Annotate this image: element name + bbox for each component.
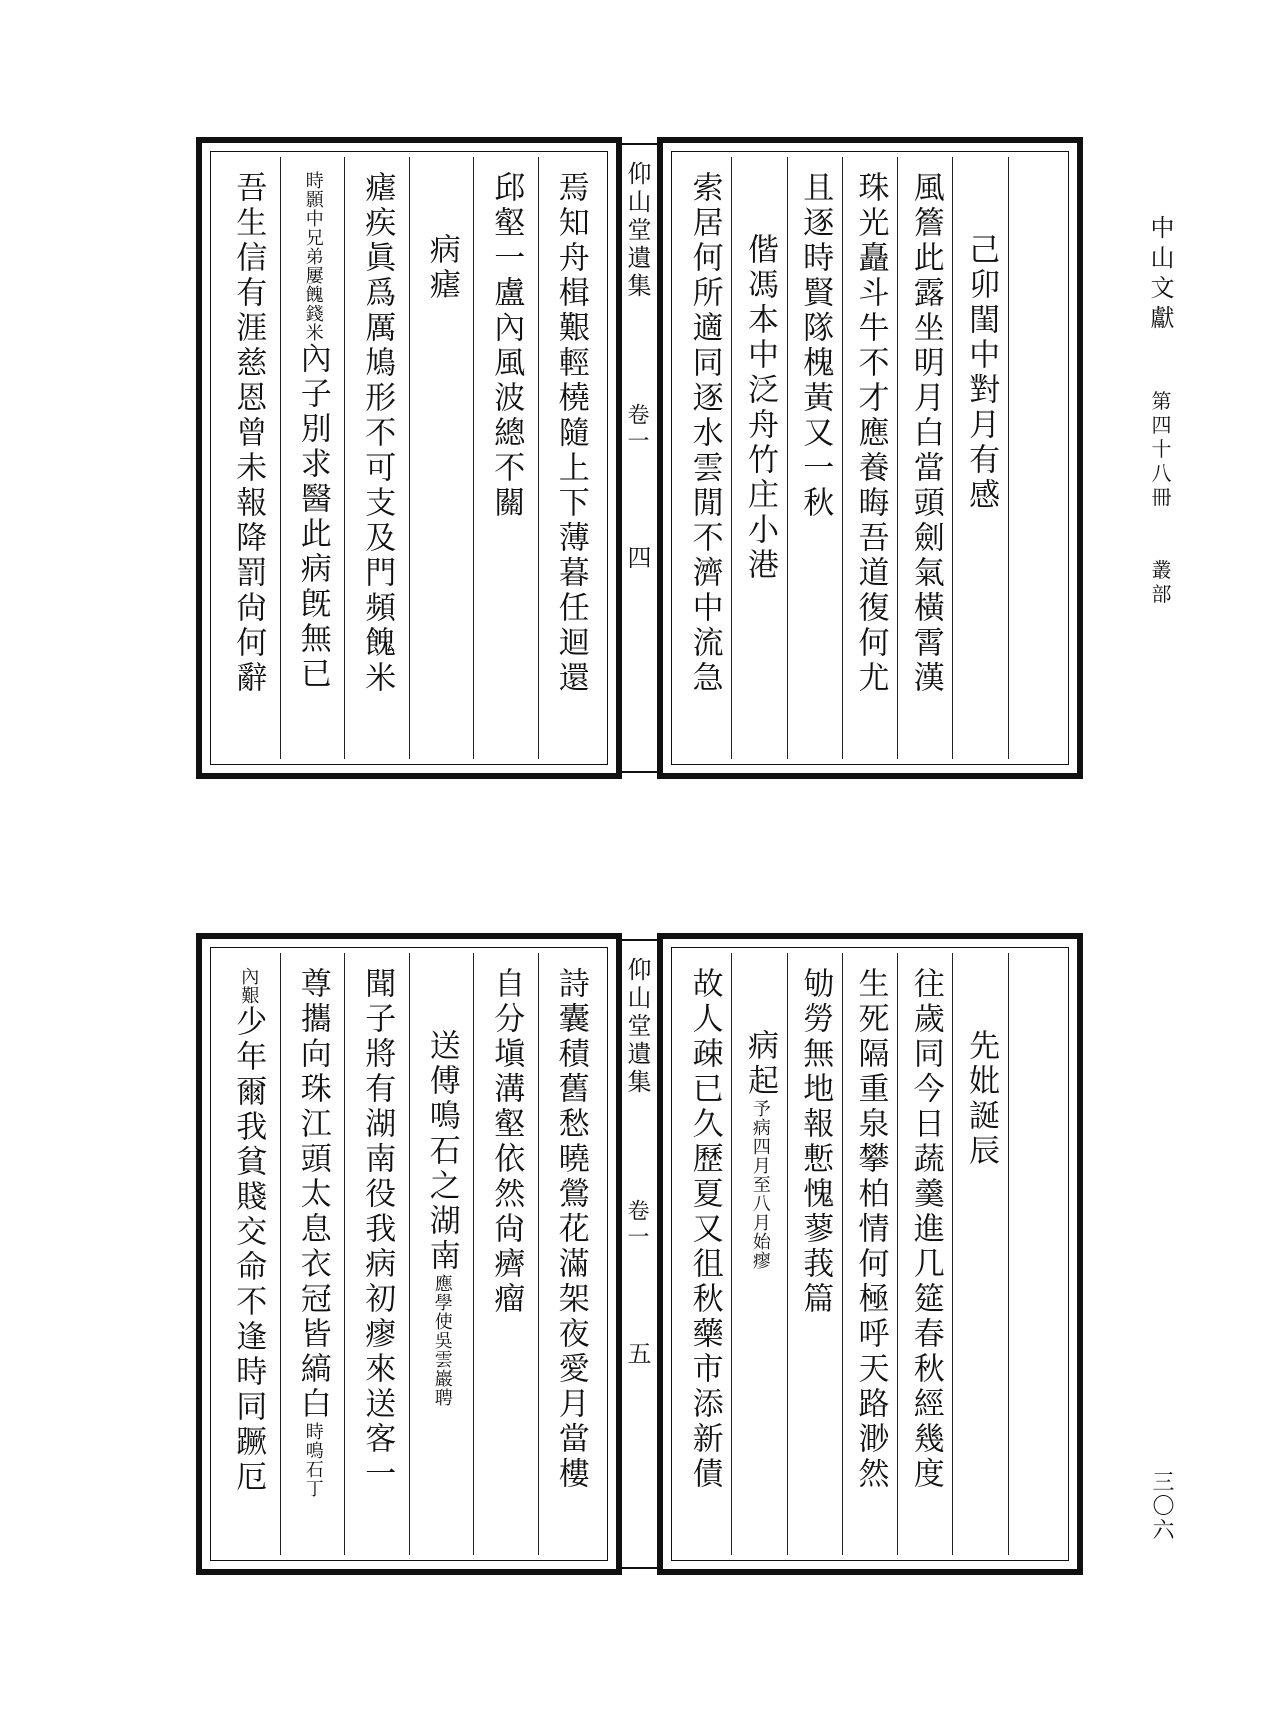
series-name: 中山文獻 bbox=[1146, 215, 1174, 335]
center-fold-strip bbox=[622, 939, 657, 1569]
text-column: 詩囊積舊愁曉鶯花滿架夜愛月當樓 bbox=[538, 953, 603, 1555]
text-columns bbox=[216, 157, 602, 759]
text-column: 往歲同今日蔬羹進几筵春秋經幾度 bbox=[897, 953, 952, 1555]
text-column: 生死隔重泉攀柏情何極呼天路渺然 bbox=[842, 953, 897, 1555]
text-column bbox=[1008, 953, 1063, 1555]
text-column: 焉知舟楫艱輕橈隨上下薄暮任迴還 bbox=[538, 157, 603, 759]
interlinear-note: 內艱 bbox=[238, 967, 260, 1005]
text-column: 自分塡溝壑依然尙癠瘤 bbox=[473, 953, 538, 1555]
book-title-label: 仰山堂遺集 bbox=[623, 957, 651, 1097]
juan-label: 卷一 bbox=[624, 1199, 649, 1251]
text-column-with-note: 尊攜向珠江頭太息衣冠皆縞白 時鳴石丁 bbox=[280, 953, 345, 1555]
juan-label: 卷一 bbox=[624, 403, 649, 455]
left-half-page bbox=[196, 137, 622, 779]
right-half-page bbox=[657, 933, 1083, 1575]
collection-series-title bbox=[1148, 215, 1172, 608]
text-column bbox=[1008, 157, 1063, 759]
interlinear-note: 予病四月至八月始瘳 bbox=[749, 1099, 771, 1270]
text-column: 聞子將有湖南役我病初瘳來送客一 bbox=[344, 953, 409, 1555]
book-title-label: 仰山堂遺集 bbox=[623, 161, 651, 301]
interlinear-note: 應學使吳雲巖聘 bbox=[431, 1274, 453, 1407]
text-column-with-note: 時顥中兄弟屢餽錢米 內子別求醫此病旣無已 bbox=[280, 157, 345, 759]
volume-number: 第四十八冊 bbox=[1148, 390, 1172, 511]
page-spread-bottom bbox=[196, 933, 1083, 1575]
text-column: 瘧疾眞爲厲鳩形不可支及門頻餽米 bbox=[344, 157, 409, 759]
text-column: 故人疎已久歷夏又徂秋藥市添新債 bbox=[686, 967, 723, 1492]
folio-number: 三〇六 bbox=[1149, 1470, 1174, 1542]
poem-title-column: 送傅鳴石之湖南 應學使吳雲巖聘 bbox=[409, 953, 474, 1555]
text-column: 邱壑一盧內風波總不關 bbox=[473, 157, 538, 759]
page-spread-top bbox=[196, 137, 1083, 779]
interlinear-note: 時顥中兄弟屢餽錢米 bbox=[302, 171, 324, 342]
poem-title-column: 病起 予病四月至八月始瘳 bbox=[731, 953, 786, 1555]
poem-title-column: 偕馮本中泛舟竹庄小港 bbox=[731, 157, 786, 759]
poem-title-column: 病瘧 bbox=[409, 157, 474, 759]
page-number: 五 bbox=[623, 1341, 651, 1365]
text-columns bbox=[216, 953, 602, 1555]
page-number: 四 bbox=[623, 545, 651, 569]
text-column-with-note: 內艱 少年爾我貧賤交命不逢時同蹶厄 bbox=[230, 967, 267, 1495]
left-half-page bbox=[196, 933, 622, 1575]
center-fold-strip bbox=[622, 143, 657, 773]
text-columns bbox=[677, 953, 1063, 1555]
text-columns bbox=[677, 157, 1063, 759]
poem-title-column: 先妣誕辰 bbox=[952, 953, 1007, 1555]
poem-title-column: 己卯閨中對月有感 bbox=[952, 157, 1007, 759]
text-column: 且逐時賢隊槐黃又一秋 bbox=[787, 157, 842, 759]
text-column: 劬勞無地報慙愧蓼莪篇 bbox=[787, 953, 842, 1555]
text-column: 吾生信有涯慈恩曾未報降罰尙何辭 bbox=[230, 171, 267, 696]
text-column: 索居何所適同逐水雲閒不濟中流急 bbox=[686, 171, 723, 696]
text-column: 風簷此露坐明月白當頭劍氣橫霄漢 bbox=[897, 157, 952, 759]
interlinear-note: 時鳴石丁 bbox=[302, 1422, 324, 1498]
section-name: 叢部 bbox=[1148, 559, 1172, 608]
right-half-page bbox=[657, 137, 1083, 779]
text-column: 珠光矗斗牛不才應養晦吾道復何尤 bbox=[842, 157, 897, 759]
